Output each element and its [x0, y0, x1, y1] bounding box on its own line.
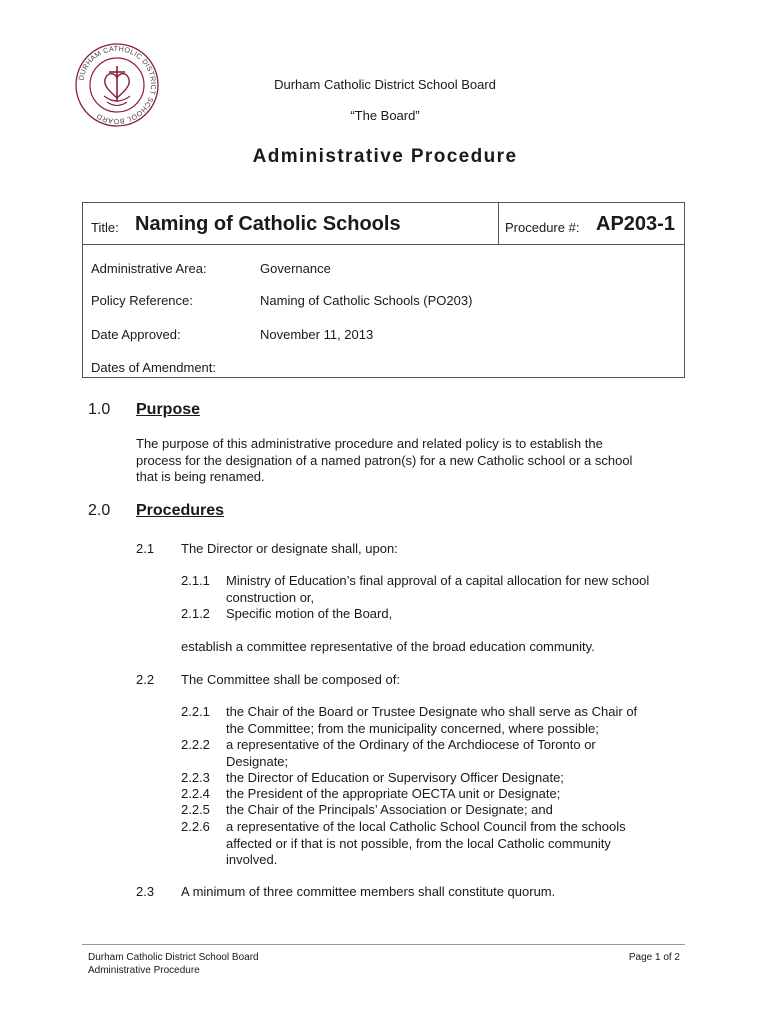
- list-item-line: the Chair of the Board or Trustee Designate who shall serve as Chair of: [226, 704, 638, 719]
- procedure-number: AP203-1: [596, 213, 675, 235]
- procedure-number-label: Procedure #:: [505, 220, 580, 235]
- seal-ring-text: DURHAM CATHOLIC DISTRICT SCHOOL BOARD: [76, 43, 159, 127]
- section-number: 1.0: [88, 401, 111, 418]
- paragraph-line: that is being renamed.: [136, 469, 265, 484]
- list-item-line: involved.: [226, 852, 278, 867]
- policy-reference-value: Naming of Catholic Schools (PO203): [260, 293, 473, 308]
- list-item-line: the Committee; from the municipality concerned, where possible;: [226, 720, 599, 736]
- document-type-title: Administrative Procedure: [252, 146, 518, 167]
- subsection-number: 2.1: [136, 541, 155, 556]
- subsection-closing-text: establish a committee representative of the broad education community.: [181, 639, 595, 654]
- procedure-title: Naming of Catholic Schools: [135, 213, 401, 235]
- list-item-line: a representative of the local Catholic School Council from the schools: [226, 819, 626, 834]
- subsection-text: The Director or designate shall, upon:: [181, 541, 398, 556]
- title-label: Title:: [91, 220, 119, 235]
- footer-divider: [82, 944, 685, 945]
- list-item-line: the Director of Education or Supervisory Officer Designate;: [226, 770, 564, 785]
- subsection-number: 2.2: [136, 672, 155, 687]
- page-number: Page 1 of 2: [628, 952, 680, 963]
- title-row-divider: [498, 203, 499, 245]
- section-number: 2.0: [88, 502, 111, 519]
- subsection-text: The Committee shall be composed of:: [181, 672, 400, 687]
- list-item-number: 2.1.1: [181, 573, 210, 588]
- administrative-area-label: Administrative Area:: [91, 261, 207, 276]
- list-item-line: construction or,: [226, 589, 315, 605]
- dates-of-amendment-label: Dates of Amendment:: [91, 360, 217, 375]
- paragraph-line: process for the designation of a named patron(s) for a new Catholic school or a school: [136, 452, 633, 468]
- list-item-line: Designate;: [226, 753, 289, 769]
- list-item-line: a representative of the Ordinary of the Archdiocese of Toronto or: [226, 737, 596, 752]
- footer-org: Durham Catholic District School Board: [88, 952, 259, 963]
- list-item: [226, 737, 696, 770]
- list-item: [226, 704, 696, 737]
- purpose-paragraph: [136, 436, 696, 486]
- list-item-line: affected or if that is not possible, from the local Catholic community: [226, 835, 611, 851]
- list-item-number: 2.2.5: [181, 802, 210, 817]
- list-item-line: the Chair of the Principals’ Association or Designate; and: [226, 802, 553, 817]
- date-approved-value: November 11, 2013: [260, 327, 374, 342]
- list-item-number: 2.2.2: [181, 737, 210, 752]
- policy-reference-label: Policy Reference:: [91, 293, 193, 308]
- list-item-line: Specific motion of the Board,: [226, 606, 393, 621]
- list-item: [226, 573, 696, 606]
- organization-alias: “The Board”: [350, 108, 420, 123]
- footer-doc-type: Administrative Procedure: [88, 965, 200, 976]
- list-item-line: the President of the appropriate OECTA unit or Designate;: [226, 786, 561, 801]
- list-item-number: 2.2.6: [181, 819, 210, 834]
- section-title-purpose: Purpose: [136, 401, 201, 418]
- list-item: [226, 819, 696, 869]
- administrative-area-value: Governance: [260, 261, 331, 276]
- list-item-number: 2.2.1: [181, 704, 210, 719]
- organization-name: Durham Catholic District School Board: [274, 77, 496, 92]
- subsection-number: 2.3: [136, 884, 155, 899]
- list-item-number: 2.2.3: [181, 770, 210, 785]
- procedure-info-box: [82, 202, 685, 378]
- list-item-number: 2.1.2: [181, 606, 210, 621]
- date-approved-label: Date Approved:: [91, 327, 181, 342]
- list-item-line: Ministry of Education’s final approval of a capital allocation for new school: [226, 573, 650, 588]
- paragraph-line: The purpose of this administrative procedure and related policy is to establish the: [136, 436, 603, 451]
- list-item-number: 2.2.4: [181, 786, 210, 801]
- subsection-text: A minimum of three committee members shall constitute quorum.: [181, 884, 556, 899]
- section-title-procedures: Procedures: [136, 502, 225, 519]
